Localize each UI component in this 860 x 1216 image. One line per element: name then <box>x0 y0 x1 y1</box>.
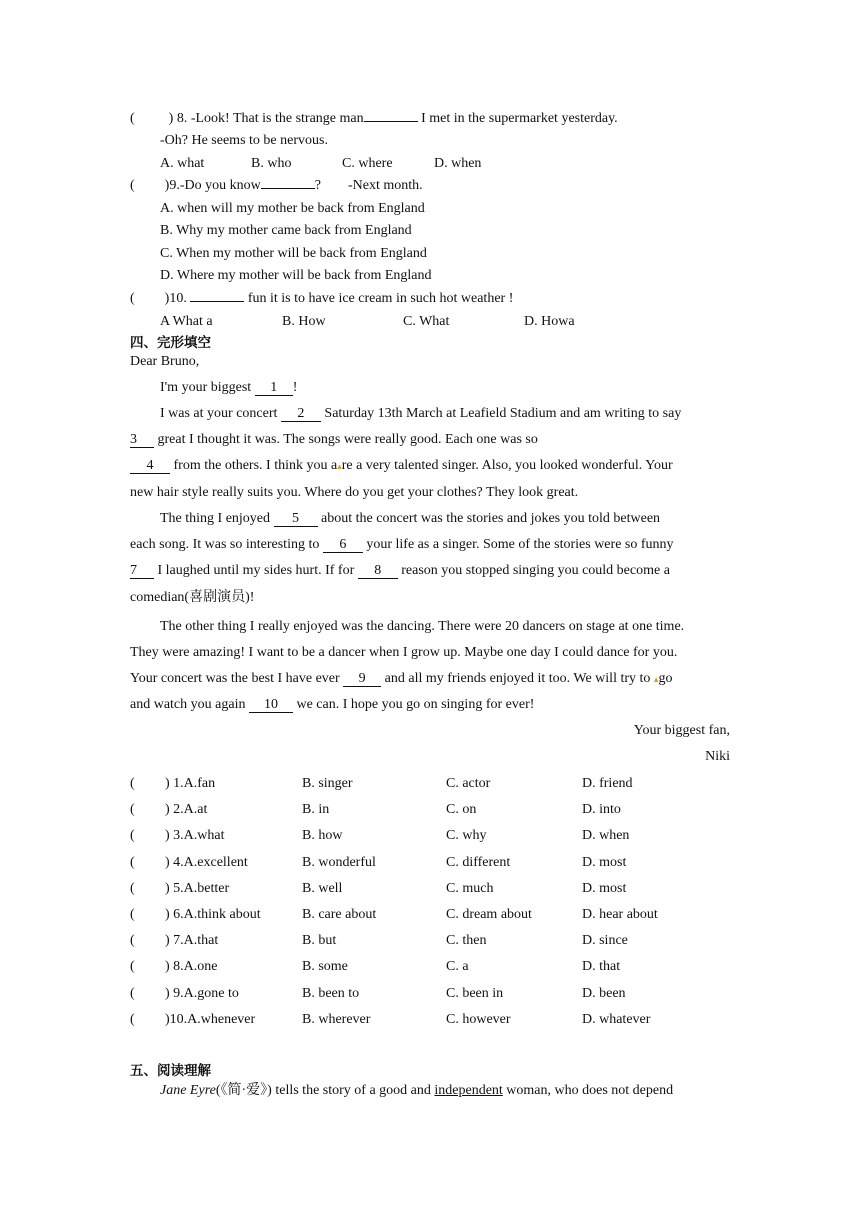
option-d: D. been <box>582 985 626 1001</box>
option-d: D. most <box>582 854 627 870</box>
option-c: C. where <box>342 156 393 171</box>
option-c: C. on <box>446 802 477 818</box>
cloze-blank-6[interactable]: 6 <box>323 537 363 553</box>
answer-paren[interactable]: ( <box>130 907 135 922</box>
option-b: B. who <box>251 156 292 171</box>
answer-paren[interactable]: ( <box>130 291 135 306</box>
option-c: C. been in <box>446 985 504 1001</box>
cloze-blank-1[interactable]: 1 <box>255 380 293 396</box>
proofread-mark-icon: ▴ <box>337 461 342 471</box>
option-d: D. when <box>582 828 630 844</box>
letter-text: I laughed until my sides hurt. If for <box>154 563 358 578</box>
letter-text: I was at your concert <box>160 406 281 421</box>
option-b: B. how <box>302 828 343 844</box>
option-a: A What a <box>160 314 213 329</box>
option-c: C. actor <box>446 776 491 791</box>
letter-line <box>130 696 534 714</box>
letter-line <box>160 510 660 528</box>
option-a: A. when will my mother be back from England <box>160 201 425 216</box>
option-b: B. wherever <box>302 1011 371 1027</box>
option-a: ) 6.A.think about <box>165 907 261 922</box>
option-d: D. that <box>582 959 621 975</box>
letter-line <box>160 379 297 397</box>
answer-paren[interactable]: ( <box>130 111 135 126</box>
question-stem: -Look! That is the strange man <box>190 111 364 126</box>
letter-text: and all my friends enjoyed it too. We will try to <box>381 671 654 687</box>
reading-text: woman, who does not depend <box>502 1083 674 1098</box>
letter-text: each song. It was so interesting to <box>130 537 323 552</box>
answer-blank[interactable] <box>364 121 418 122</box>
book-title: Jane Eyre <box>160 1083 216 1098</box>
cloze-blank-4[interactable]: 4 <box>130 458 170 474</box>
letter-text: your life as a singer. Some of the stories were so funny <box>362 537 674 552</box>
option-c: C. much <box>446 880 494 896</box>
option-c: C. why <box>446 828 487 844</box>
option-b: B. How <box>282 314 326 329</box>
question-8-reply: -Oh? He seems to be nervous. <box>160 133 328 148</box>
letter-text: great I thought it was. The songs were really good. Each one was so <box>154 432 538 447</box>
letter-text: from the others. I think you a <box>170 458 338 474</box>
letter-line <box>130 670 672 688</box>
book-title-cn: (《简·爱》) <box>215 1083 272 1098</box>
option-d: D. since <box>582 933 628 949</box>
answer-paren[interactable]: ( <box>130 776 135 791</box>
option-a: ) 1.A.fan <box>165 776 216 791</box>
answer-paren[interactable]: ( <box>130 178 135 193</box>
letter-text: and watch you again <box>130 697 249 712</box>
answer-blank[interactable] <box>261 188 315 189</box>
option-b: B. care about <box>302 907 377 922</box>
option-d: D. most <box>582 880 627 896</box>
option-d: D. into <box>582 802 621 818</box>
question-number: )9. <box>164 178 180 193</box>
question-stem-end: I met in the supermarket yesterday. <box>417 111 618 126</box>
letter-line <box>130 484 578 502</box>
question-8 <box>130 110 618 128</box>
letter-line <box>130 536 674 554</box>
letter-line <box>130 431 538 449</box>
option-c: C. dream about <box>446 907 532 922</box>
cloze-blank-9[interactable]: 9 <box>343 671 381 687</box>
option-b: B. been to <box>302 985 360 1001</box>
question-stem: -Do you know <box>179 178 261 193</box>
letter-text: re a very talented singer. Also, you looked wonderful. Your <box>341 458 673 474</box>
option-a: ) 9.A.gone to <box>165 985 239 1001</box>
letter-closing: Your biggest fan, <box>633 723 730 738</box>
cloze-blank-7[interactable]: 7 <box>130 563 154 579</box>
option-d: D. Howa <box>524 314 575 329</box>
answer-paren[interactable]: ( <box>130 854 135 870</box>
letter-text: Your concert was the best I have ever <box>130 671 344 687</box>
letter-line <box>130 457 673 475</box>
letter-text: about the concert was the stories and jokes you told between <box>317 511 661 526</box>
option-b: B. singer <box>302 776 353 791</box>
question-reply: -Next month. <box>347 178 423 193</box>
option-b: B. wonderful <box>302 854 376 870</box>
question-stem-end: ? <box>314 178 321 193</box>
answer-paren[interactable]: ( <box>130 933 135 949</box>
letter-line: comedian(喜剧演员)! <box>130 590 255 605</box>
option-c: C. then <box>446 933 487 949</box>
letter-salutation: Dear Bruno, <box>130 354 200 369</box>
option-a: A. what <box>160 156 205 171</box>
option-d: D. when <box>434 156 482 171</box>
answer-paren[interactable]: ( <box>130 802 135 818</box>
option-c: C. When my mother will be back from England <box>160 246 427 261</box>
letter-text: we can. I hope you go on singing for ever! <box>292 697 535 712</box>
answer-paren[interactable]: ( <box>130 959 135 975</box>
option-c: C. however <box>446 1011 511 1027</box>
letter-line: The other thing I really enjoyed was the dancing. There were 20 dancers on stage at one time. <box>160 619 685 634</box>
option-c: C. What <box>403 314 450 329</box>
letter-text: go <box>658 671 673 687</box>
option-a: ) 4.A.excellent <box>165 854 248 870</box>
answer-blank[interactable] <box>190 301 244 302</box>
letter-line <box>160 405 681 423</box>
letter-text: . <box>574 485 579 500</box>
reading-line <box>160 1082 673 1100</box>
option-b: B. but <box>302 933 337 949</box>
cloze-blank-2[interactable]: 2 <box>281 406 321 422</box>
question-stem-end: fun it is to have ice cream in such hot weather ! <box>244 291 514 306</box>
option-a: ) 7.A.that <box>165 933 219 949</box>
option-b: B. well <box>302 880 343 896</box>
option-a: ) 8.A.one <box>165 959 218 975</box>
option-b: B. Why my mother came back from England <box>160 223 412 238</box>
cloze-blank-8[interactable]: 8 <box>358 563 398 579</box>
answer-paren[interactable]: ( <box>130 985 135 1001</box>
answer-paren-close: ) <box>168 111 174 126</box>
underlined-word: independent <box>434 1083 503 1098</box>
proofread-mark-icon: ▴ <box>653 674 659 684</box>
option-c: C. a <box>446 959 469 975</box>
option-a: )10.A.whenever <box>165 1011 256 1027</box>
letter-text: I'm your biggest <box>160 380 255 395</box>
question-number: )10. <box>164 291 187 306</box>
reading-text: tells the story of a good and <box>271 1083 435 1098</box>
option-d: D. whatever <box>582 1011 651 1027</box>
question-number: 8. <box>176 111 188 126</box>
section-heading-reading: 五、阅读理解 <box>130 1063 211 1079</box>
cloze-blank-10[interactable]: 10 <box>249 697 293 713</box>
letter-signature: Niki <box>705 749 730 764</box>
answer-paren[interactable]: ( <box>130 880 135 896</box>
answer-paren[interactable]: ( <box>130 1011 135 1027</box>
letter-text: reason you stopped singing you could become a <box>397 563 670 578</box>
option-b: B. in <box>302 802 330 818</box>
option-a: ) 3.A.what <box>165 828 225 844</box>
option-c: C. different <box>446 854 511 870</box>
letter-line <box>130 562 670 580</box>
option-b: B. some <box>302 959 348 975</box>
option-a: ) 2.A.at <box>165 802 208 818</box>
letter-line: They were amazing! I want to be a dancer when I grow up. Maybe one day I could dance for you. <box>130 645 678 660</box>
option-d: D. Where my mother will be back from England <box>160 268 432 283</box>
letter-text: ! <box>292 380 298 395</box>
option-d: D. friend <box>582 776 633 791</box>
question-10 <box>130 290 513 308</box>
letter-text: new hair style really suits you. Where do you get your clothes? They look great <box>130 485 575 500</box>
cloze-blank-3[interactable]: 3 <box>130 432 154 448</box>
answer-paren[interactable]: ( <box>130 828 135 844</box>
letter-text: The thing I enjoyed <box>160 511 274 526</box>
option-d: D. hear about <box>582 907 658 922</box>
question-9 <box>130 177 423 195</box>
letter-text: Saturday 13th March at Leafield Stadium and am writing to say <box>320 406 682 421</box>
section-heading-cloze: 四、完形填空 <box>130 335 211 351</box>
cloze-blank-5[interactable]: 5 <box>274 511 318 527</box>
option-a: ) 5.A.better <box>165 880 230 896</box>
